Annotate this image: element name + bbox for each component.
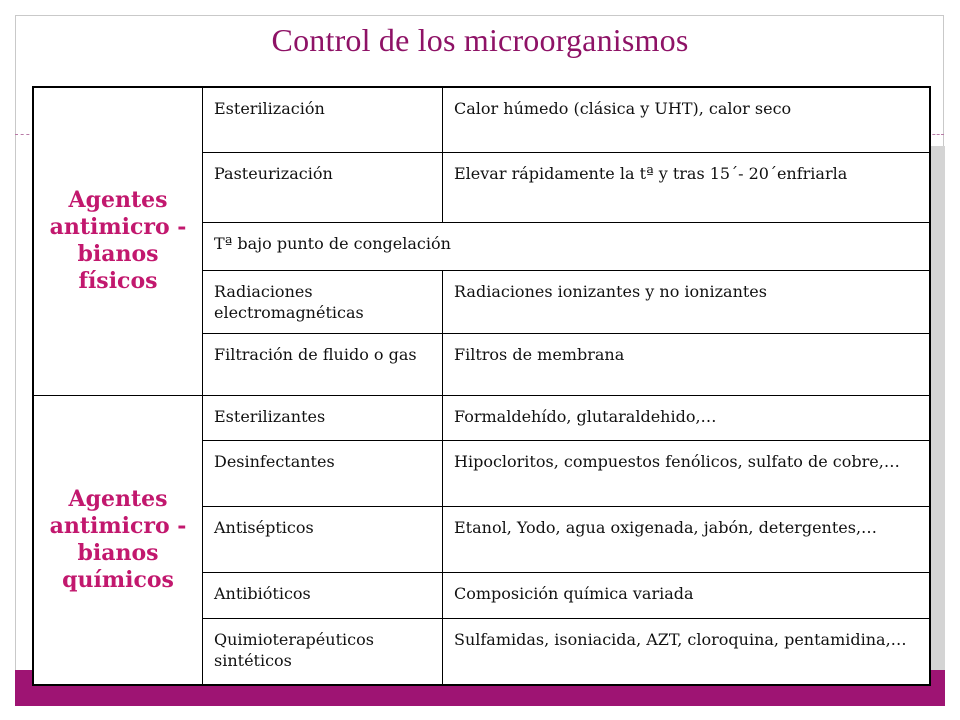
method-cell: Desinfectantes [203, 441, 443, 507]
table-row [33, 87, 930, 152]
method-cell: Quimioterapéuticos sintéticos [203, 618, 443, 685]
method-cell: Antibióticos [203, 573, 443, 619]
method-cell: Pasteurización [203, 152, 443, 222]
group-label-physical: Agentes antimicro -bianos físicos [33, 87, 203, 395]
side-accent-panel [931, 146, 945, 670]
detail-cell: Radiaciones ionizantes y no ionizantes [443, 270, 931, 333]
detail-cell: Filtros de membrana [443, 333, 931, 395]
table-row [33, 395, 930, 441]
method-cell: Esterilización [203, 87, 443, 152]
method-cell-wide: Tª bajo punto de congelación [203, 223, 931, 271]
detail-cell: Hipocloritos, compuestos fenólicos, sulfato de cobre,… [443, 441, 931, 507]
microorganism-control-table [32, 86, 931, 686]
detail-cell: Composición química variada [443, 573, 931, 619]
method-cell: Antisépticos [203, 507, 443, 573]
detail-cell: Etanol, Yodo, agua oxigenada, jabón, detergentes,… [443, 507, 931, 573]
detail-cell: Formaldehído, glutaraldehido,… [443, 395, 931, 441]
detail-cell: Elevar rápidamente la tª y tras 15´- 20´enfriarla [443, 152, 931, 222]
slide-title: Control de los microorganismos [271, 22, 689, 58]
method-cell: Radiaciones electromagnéticas [203, 270, 443, 333]
detail-cell: Sulfamidas, isoniacida, AZT, cloroquina, pentamidina,… [443, 618, 931, 685]
group-label-chemical: Agentes antimicro -bianos químicos [33, 395, 203, 685]
method-cell: Filtración de fluido o gas [203, 333, 443, 395]
method-cell: Esterilizantes [203, 395, 443, 441]
detail-cell: Calor húmedo (clásica y UHT), calor seco [443, 87, 931, 152]
